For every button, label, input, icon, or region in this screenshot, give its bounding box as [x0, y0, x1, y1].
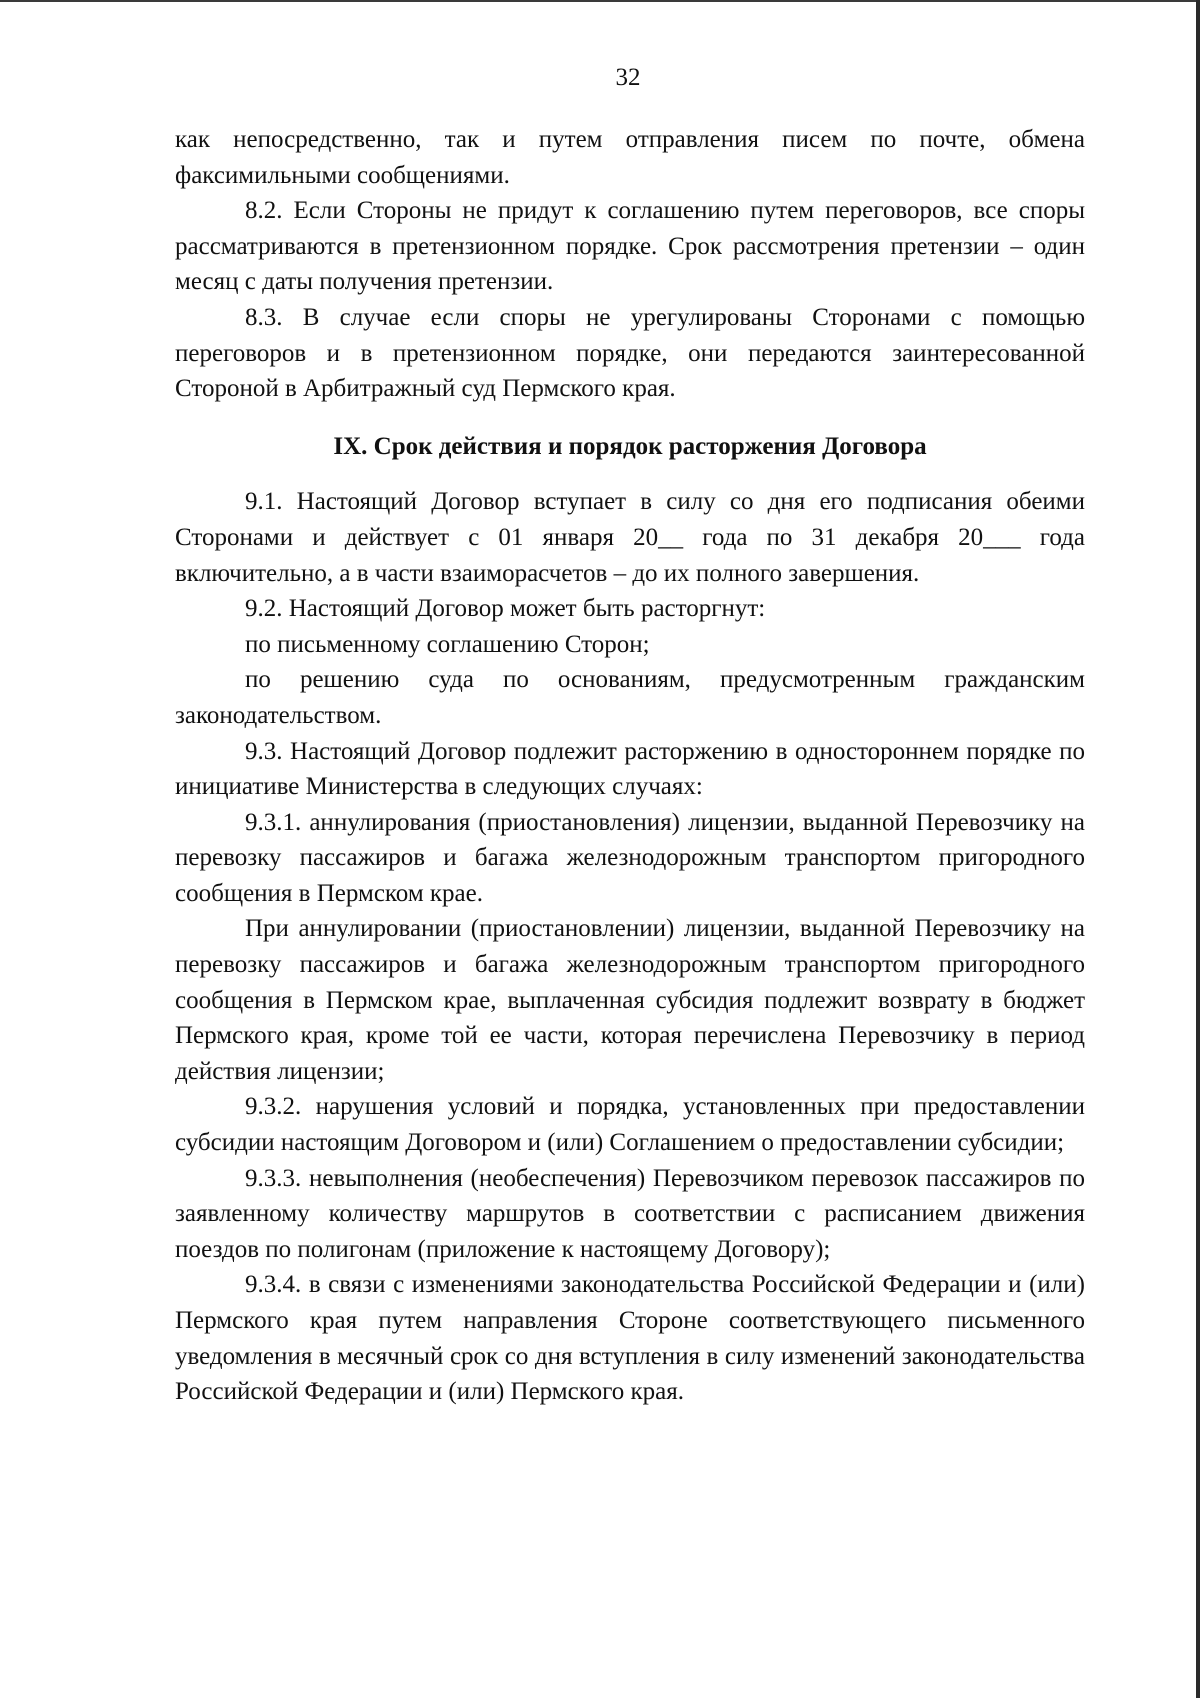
paragraph-9-2-item-a: по письменному соглашению Сторон;	[245, 630, 650, 658]
paragraph-8-3: 8.3. В случае если споры не урегулированы Сторонами с помощью переговоров и в претензионном порядке, они передаются заинтересованной Стороной в Арбитражный суд Пермского края.	[175, 303, 1085, 403]
document-body	[175, 122, 1085, 1410]
paragraph-8-2: 8.2. Если Стороны не придут к соглашению путем переговоров, все споры рассматриваются в претензионном порядке. Срок рассмотрения претензии – один месяц с даты получения претензии.	[175, 197, 1085, 296]
section-heading-9: IX. Срок действия и порядок расторжения Договора	[333, 432, 927, 460]
paragraph-9-3-3: 9.3.3. невыполнения (необеспечения) Перевозчиком перевозок пассажиров по заявленному количеству маршрутов в соответствии с расписанием движения поездов по полигонам (приложение к настоящему Договору);	[175, 1164, 1085, 1263]
paragraph-9-3: 9.3. Настоящий Договор подлежит расторжению в одностороннем порядке по инициативе Министерства в следующих случаях:	[175, 737, 1085, 801]
paragraph-9-3-1: 9.3.1. аннулирования (приостановления) лицензии, выданной Перевозчику на перевозку пассажиров и багажа железнодорожным транспортом пригородного сообщения в Пермском крае.	[175, 808, 1085, 907]
paragraph-9-2-item-b: по решению суда по основаниям, предусмотренным гражданским законодательством.	[175, 666, 1085, 729]
scan-edge-right	[1196, 0, 1200, 1698]
paragraph-9-2: 9.2. Настоящий Договор может быть расторгнут:	[245, 595, 766, 623]
paragraph-9-3-1-note: При аннулировании (приостановлении) лицензии, выданной Перевозчику на перевозку пассажиров и багажа железнодорожным транспортом пригородного сообщения в Пермском крае, выплаченная субсидия подлежит возврату в бюджет Пермского края, кроме той ее части, которая перечислена Перевозчику в период действия лицензии;	[175, 915, 1085, 1085]
paragraph-9-3-2: 9.3.2. нарушения условий и порядка, установленных при предоставлении субсидии настоящим Договором и (или) Соглашением о предоставлении субсидии;	[175, 1093, 1085, 1157]
paragraph-9-1: 9.1. Настоящий Договор вступает в силу со дня его подписания обеими Сторонами и действует с 01 января 20__ года по 31 декабря 20___ года включительно, а в части взаиморасчетов – до их полного завершения.	[175, 488, 1085, 587]
paragraph-9-3-4: 9.3.4. в связи с изменениями законодательства Российской Федерации и (или) Пермского края путем направления Стороне соответствующего письменного уведомления в месячный срок со дня вступления в силу изменений законодательства Российской Федерации и (или) Пермского края.	[175, 1271, 1085, 1406]
paragraph-continuation: как непосредственно, так и путем отправления писем по почте, обмена факсимильными сообщениями.	[175, 126, 1085, 189]
scan-edge-top	[0, 0, 1200, 2]
page-number: 32	[615, 64, 641, 91]
